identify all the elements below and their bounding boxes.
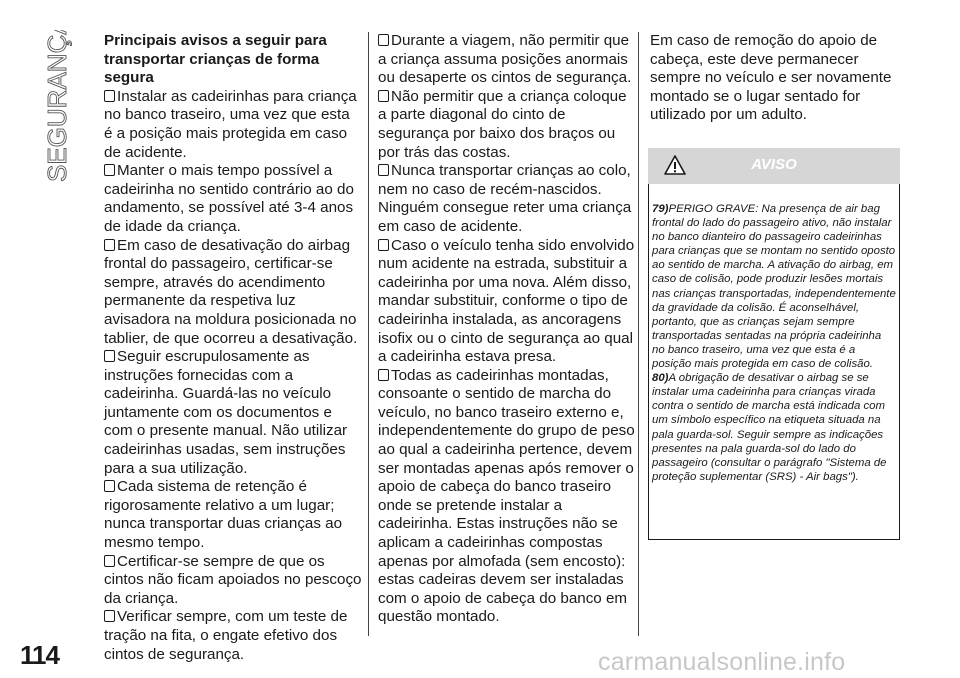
section-heading: Principais avisos a seguir para transportar crianças de forma segura: [104, 32, 327, 87]
column-divider: [638, 32, 639, 636]
list-item: Todas as cadeirinhas montadas, consoante o sentido de marcha do veículo, no banco traseiro externo e, independentemente do grupo de peso ao qual a cadeirinha pertence, devem ser montadas apenas após remover o apoio de cabeça do banco traseiro onde se pretende instalar a cadeirinha. Estas instruções não se aplicam a cadeirinhas compostas apenas por almofada (sem encosto): estas cadeiras devem ser instaladas com o apoio de cabeça do banco em questão montado.: [378, 366, 635, 626]
list-item: Cada sistema de retenção é rigorosamente relativo a um lugar; nunca transportar duas crianças ao mesmo tempo.: [104, 478, 343, 552]
warning-note: 80)A obrigação de desativar o airbag se se instalar uma cadeirinha para crianças virada contra o sentido de marcha está indicada com um símbolo específico na etiqueta situada na pala guarda-sol. Seguir sempre as indicações presentes na pala guarda-sol do lado do passageiro (consultar o parágrafo "Sistema de proteção suplementar (SRS) - Air bags").: [652, 372, 887, 483]
checkbox-bullet-icon: [104, 90, 115, 102]
warning-note: 79)PERIGO GRAVE: Na presença de air bag frontal do lado do passageiro ativo, não instalar no banco dianteiro do passageiro cadeirinhas para crianças que se montam no sentido oposto ao sentido de marcha. A ativação do airbag, em caso de colisão, pode produzir lesões mortais nas crianças transportadas, independentemente da gravidade da colisão. É aconselhável, portanto, que as crianças sejam sempre transportadas sentadas na própria cadeirinha no banco traseiro, uma vez que esta é a posição mais protegida em caso de colisão.: [652, 203, 896, 371]
checkbox-bullet-icon: [378, 34, 389, 46]
checkbox-bullet-icon: [378, 164, 389, 176]
column-2: [378, 32, 636, 627]
checkbox-bullet-icon: [378, 369, 389, 381]
column-1: [104, 32, 362, 664]
section-label-text: SEGURANÇA: [42, 30, 72, 182]
note-number: 80): [652, 372, 669, 385]
page-number: 114: [20, 640, 59, 670]
section-side-label: [24, 30, 80, 190]
checkbox-bullet-icon: [378, 90, 389, 102]
list-item: Em caso de desativação do airbag frontal do passageiro, certificar-se sempre, através do acendimento permanente da respetiva luz avisadora na moldura posicionada no tablier, de que ocorreu a desativação.: [104, 236, 358, 347]
list-item: Nunca transportar crianças ao colo, nem no caso de recém-nascidos. Ninguém consegue reter uma criança em caso de acidente.: [378, 162, 632, 235]
warning-title: AVISO: [751, 156, 797, 173]
list-item: Durante a viagem, não permitir que a criança assuma posições anormais ou desaperte os cintos de segurança.: [378, 32, 632, 87]
column-3: [650, 32, 900, 125]
warning-box: [648, 184, 900, 540]
list-item: Seguir escrupulosamente as instruções fornecidas com a cadeirinha. Guardá-las no veículo juntamente com os documentos e com o presente manual. Não utilizar cadeirinhas usadas, sem instruções para a sua utilização.: [104, 348, 348, 477]
body-paragraph: Em caso de remoção do apoio de cabeça, este deve permanecer sempre no veículo e ser novamente montado se o lugar sentado for utilizado por um adulto.: [650, 32, 892, 124]
checkbox-bullet-icon: [104, 610, 115, 622]
note-number: 79): [652, 203, 669, 215]
checkbox-bullet-icon: [104, 239, 115, 251]
watermark: carmanualsonline.info: [598, 648, 846, 676]
list-item: Instalar as cadeirinhas para criança no banco traseiro, uma vez que esta é a posição mais protegida em caso de acidente.: [104, 87, 357, 161]
checkbox-bullet-icon: [378, 239, 389, 251]
checkbox-bullet-icon: [104, 555, 115, 567]
list-item: Certificar-se sempre de que os cintos não ficam apoiados no pescoço da criança.: [104, 552, 362, 607]
list-item: Não permitir que a criança coloque a parte diagonal do cinto de segurança por baixo dos braços ou por trás das costas.: [378, 87, 627, 161]
checkbox-bullet-icon: [104, 164, 115, 176]
list-item: Verificar sempre, com um teste de tração na fita, o engate efetivo dos cintos de segurança.: [104, 608, 348, 663]
column-divider: [368, 32, 369, 636]
checkbox-bullet-icon: [104, 480, 115, 492]
checkbox-bullet-icon: [104, 350, 115, 362]
warning-header: [648, 148, 900, 184]
list-item: Manter o mais tempo possível a cadeirinha no sentido contrário ao do andamento, se possível até 3-4 anos de idade da criança.: [104, 162, 354, 235]
list-item: Caso o veículo tenha sido envolvido num acidente na estrada, substituir a cadeirinha por uma nova. Além disso, mandar substituir, conforme o tipo de cadeirinha instalada, as ancoragens isofix ou o cinto de segurança ao qual a cadeirinha estava presa.: [378, 236, 635, 366]
